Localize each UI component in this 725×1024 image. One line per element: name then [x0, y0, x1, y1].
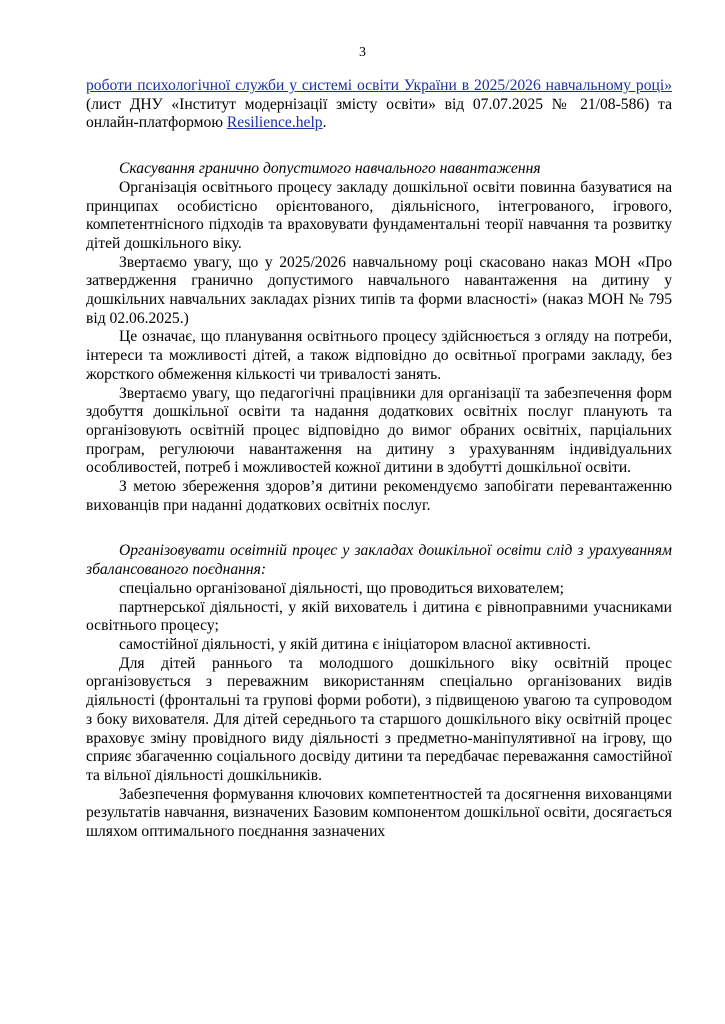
- page-number: 3: [359, 45, 366, 60]
- section2-item-1: спеціально організованої діяльності, що проводиться вихователем;: [119, 579, 564, 597]
- section1-heading: Скасування гранично допустимого навчального навантаження: [119, 160, 541, 178]
- intro-paragraph: [86, 77, 672, 133]
- resilience-link[interactable]: Resilience.help: [226, 114, 323, 132]
- section1-paragraph-5: З метою збереження здоров’я дитини рекомендуємо запобігати перевантаженню вихованців при наданні додаткових освітніх послуг.: [86, 478, 672, 514]
- section2-paragraph-1: Для дітей раннього та молодшого дошкільного віку освітній процес організовується з переважним використанням спеціально організованих видів діяльності (фронтальні та групові форми роботи), з підвищеною увагою та супроводом з боку вихователя. Для дітей середнього та старшого дошкільного віку освітній процес враховує зміну провідного виду діяльності з предметно-маніпулятивної на ігрову, що сприяє збагаченню соціального досвіду дитини та передбачає переважання самостійної та вільної діяльності дошкільників.: [86, 654, 672, 784]
- section1-paragraph-1: Організація освітнього процесу закладу дошкільної освіти повинна базуватися на принципах особистісно орієнтованого, діяльнісного, інтегрованого, ігрового, компетентнісного підходів та враховувати фундаментальні теорії навчання та розвитку дітей дошкільного віку.: [86, 178, 672, 252]
- document-body: [86, 77, 672, 842]
- section1-paragraph-2: Звертаємо увагу, що у 2025/2026 навчальному році скасовано наказ МОН «Про затвердження гранично допустимого навчального навантаження на дитину у дошкільних навчальних закладах різних типів та форми власності» (наказ МОН № 795 від 02.06.2025.): [86, 253, 672, 327]
- section2-heading: Організовувати освітній процес у закладах дошкільної освіти слід з урахуванням збалансованого поєднання:: [86, 542, 672, 579]
- section1-paragraph-3: Це означає, що планування освітнього процесу здійснюється з огляду на потреби, інтереси та можливості дітей, а також відповідно до освітньої програми закладу, без жорсткого обмеження кількості чи тривалості занять.: [86, 328, 672, 383]
- section2-item-2: партнерської діяльності, у якій вихователь і дитина є рівноправними учасниками освітнього процесу;: [86, 598, 672, 635]
- intro-text: (лист ДНУ «Інститут модернізації змісту освіти» від 07.07.2025 № 21/08-586) та онлайн-платформою: [86, 95, 672, 132]
- letter-link[interactable]: роботи психологічної служби у системі освіти України в 2025/2026 навчальному році»: [86, 77, 672, 94]
- section2-item-3: самостійної діяльності, у якій дитина є ініціатором власної активності.: [119, 635, 591, 653]
- intro-end: .: [322, 114, 327, 132]
- section1-paragraph-4: Звертаємо увагу, що педагогічні працівники для організації та забезпечення форм здобуття дошкільної освіти та надання додаткових освітніх послуг планують та організовують освітній процес відповідно до вимог обраних освітніх, парціальних програм, регулюючи навантаження на дитину з урахуванням індивідуальних особливостей, потреб і можливостей кожної дитини в здобутті дошкільної освіти.: [86, 384, 672, 477]
- section2-paragraph-2: Забезпечення формування ключових компетентностей та досягнення вихованцями результатів навчання, визначених Базовим компонентом дошкільної освіти, досягається шляхом оптимального поєднання зазначених: [86, 785, 672, 841]
